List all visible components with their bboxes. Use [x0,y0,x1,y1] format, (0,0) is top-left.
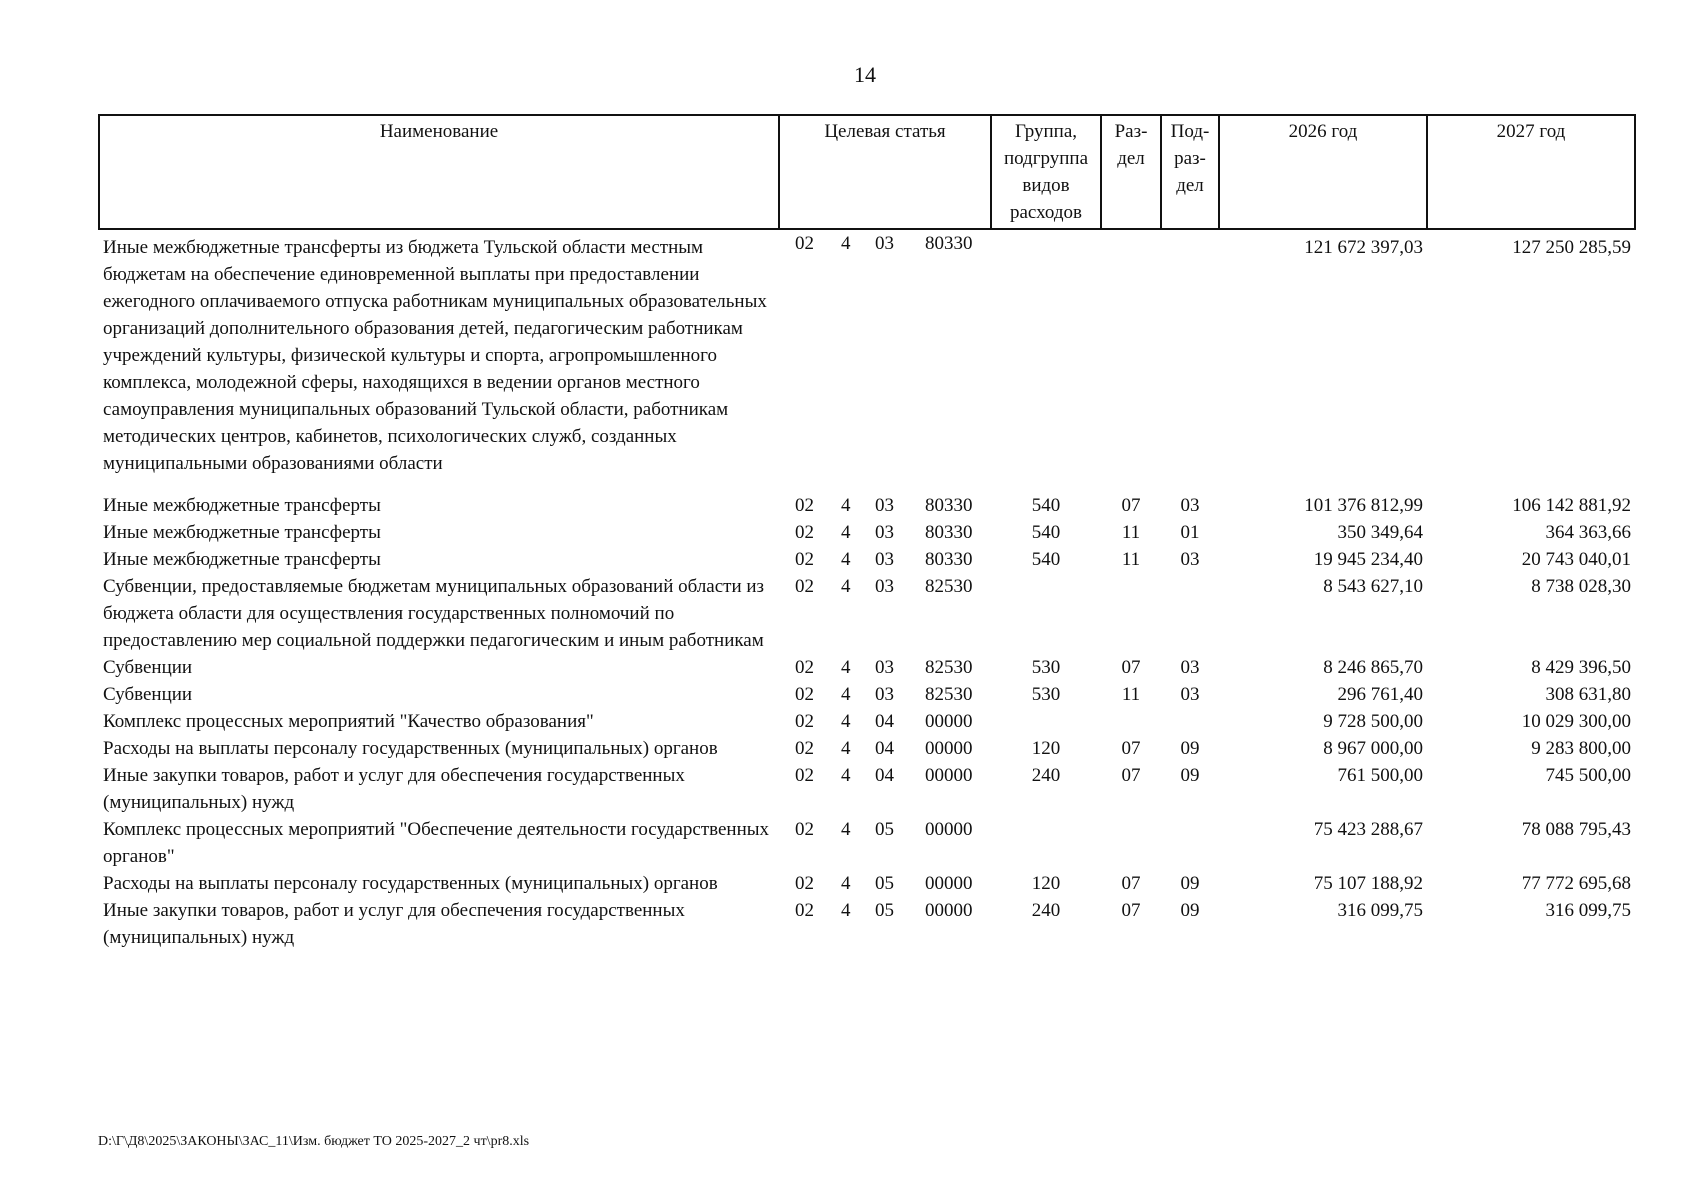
row-amount-2026: 19 945 234,40 [1313,549,1423,570]
target-program-code: 02 [795,873,814,894]
target-complex-code: 05 [875,819,894,840]
row-name: Иные межбюджетные трансферты [103,549,381,570]
target-direction-code: 00000 [925,900,973,921]
row-amount-2027: 8 738 028,30 [1531,576,1631,597]
row-target-article [779,897,991,951]
table-row [99,546,1635,573]
row-expense-group [991,229,1101,492]
target-direction-code: 80330 [925,233,973,254]
target-program-code: 02 [795,549,814,570]
target-direction-code: 80330 [925,495,973,516]
row-amount-2026: 8 967 000,00 [1323,738,1423,759]
row-target-article [779,654,991,681]
row-expense-group: 540 [1031,495,1061,516]
row-subsection [1161,816,1219,870]
header-target-article: Целевая статья [779,115,991,229]
row-subsection: 03 [1180,495,1200,516]
row-expense-group: 530 [1031,657,1061,678]
row-amount-2026: 101 376 812,99 [1304,495,1423,516]
table-row [99,897,1635,951]
row-amount-2026: 75 107 188,92 [1313,873,1423,894]
target-type-code: 4 [841,495,851,516]
row-expense-group: 530 [1031,684,1061,705]
row-target-article [779,708,991,735]
table-row [99,654,1635,681]
row-subsection: 03 [1180,549,1200,570]
target-type-code: 4 [841,549,851,570]
row-name: Иные закупки товаров, работ и услуг для обеспечения государственных (муниципальных) нужд [103,900,685,948]
header-name: Наименование [99,115,779,229]
row-expense-group: 540 [1031,522,1061,543]
target-direction-code: 00000 [925,765,973,786]
target-program-code: 02 [795,495,814,516]
table-row [99,708,1635,735]
row-target-article [779,229,991,492]
row-name: Субвенции [103,657,193,678]
row-amount-2026: 296 761,40 [1337,684,1423,705]
row-expense-group [991,816,1101,870]
target-type-code: 4 [841,657,851,678]
row-expense-group [991,573,1101,654]
row-subsection: 03 [1180,657,1200,678]
row-amount-2027: 20 743 040,01 [1521,549,1631,570]
target-direction-code: 00000 [925,711,973,732]
target-complex-code: 05 [875,873,894,894]
target-program-code: 02 [795,900,814,921]
target-direction-code: 82530 [925,684,973,705]
row-subsection: 01 [1180,522,1200,543]
row-subsection [1161,573,1219,654]
target-complex-code: 03 [875,233,894,254]
target-type-code: 4 [841,765,851,786]
table-row [99,816,1635,870]
table-row [99,229,1635,492]
row-target-article [779,519,991,546]
row-name: Субвенции, предоставляемые бюджетам муниципальных образований области из бюджета области для осуществления государственных полномочий по предоставлению мер социальной поддержки педагогическим и иным работникам [103,576,765,651]
row-subsection: 03 [1180,684,1200,705]
page-number: 14 [854,62,876,87]
target-complex-code: 03 [875,657,894,678]
table-row [99,681,1635,708]
target-program-code: 02 [795,738,814,759]
target-direction-code: 82530 [925,657,973,678]
row-amount-2027: 77 772 695,68 [1521,873,1631,894]
row-amount-2026: 121 672 397,03 [1304,237,1423,258]
row-section: 11 [1121,549,1141,570]
row-amount-2026: 316 099,75 [1337,900,1423,921]
target-complex-code: 05 [875,900,894,921]
row-target-article [779,546,991,573]
row-amount-2027: 364 363,66 [1545,522,1631,543]
table-body [99,229,1635,951]
target-direction-code: 80330 [925,549,973,570]
row-name: Субвенции [103,684,193,705]
row-target-article [779,681,991,708]
target-complex-code: 04 [875,765,894,786]
target-program-code: 02 [795,819,814,840]
table-row [99,519,1635,546]
row-expense-group: 120 [1031,738,1061,759]
target-complex-code: 04 [875,738,894,759]
row-amount-2026: 8 246 865,70 [1323,657,1423,678]
row-subsection: 09 [1180,900,1200,921]
row-name: Расходы на выплаты персоналу государственных (муниципальных) органов [103,873,718,894]
row-amount-2026: 75 423 288,67 [1313,819,1423,840]
row-amount-2027: 308 631,80 [1545,684,1631,705]
row-section: 07 [1121,495,1141,516]
row-target-article [779,870,991,897]
row-name: Иные межбюджетные трансферты [103,522,381,543]
target-direction-code: 00000 [925,738,973,759]
target-type-code: 4 [841,576,851,597]
row-section: 07 [1121,738,1141,759]
row-amount-2027: 106 142 881,92 [1512,495,1631,516]
target-direction-code: 00000 [925,819,973,840]
row-expense-group: 540 [1031,549,1061,570]
target-type-code: 4 [841,522,851,543]
target-type-code: 4 [841,684,851,705]
row-expense-group [991,708,1101,735]
header-year-2027: 2027 год [1427,115,1635,229]
header-year-2026: 2026 год [1219,115,1427,229]
row-expense-group: 240 [1031,765,1061,786]
row-section [1101,708,1161,735]
target-complex-code: 04 [875,711,894,732]
row-expense-group: 120 [1031,873,1061,894]
table-row [99,573,1635,654]
row-amount-2027: 127 250 285,59 [1512,237,1631,258]
header-expense-group: Группа, подгруппа видов расходов [991,115,1101,229]
target-direction-code: 80330 [925,522,973,543]
row-name: Иные межбюджетные трансферты из бюджета Тульской области местным бюджетам на обеспечение единовременной выплаты при предоставлении ежегодного оплачиваемого отпуска работникам муниципальных образовательных организаций дополнительного образования детей, педагогическим работникам учреждений культуры, физической культуры и спорта, агропромышленного комплекса, молодежной сферы, находящихся в ведении органов местного самоуправления муниципальных образований Тульской области, работникам методических центров, кабинетов, психологических служб, созданных муниципальными образованиями области [103,237,767,474]
row-target-article [779,573,991,654]
target-program-code: 02 [795,684,814,705]
target-type-code: 4 [841,900,851,921]
target-complex-code: 03 [875,576,894,597]
row-amount-2026: 761 500,00 [1337,765,1423,786]
target-type-code: 4 [841,738,851,759]
budget-table [98,114,1636,951]
target-program-code: 02 [795,576,814,597]
target-program-code: 02 [795,711,814,732]
row-amount-2026: 350 349,64 [1337,522,1423,543]
row-amount-2027: 745 500,00 [1545,765,1631,786]
target-complex-code: 03 [875,495,894,516]
row-target-article [779,735,991,762]
row-subsection: 09 [1180,873,1200,894]
header-subsection: Под- раз- дел [1161,115,1219,229]
row-expense-group: 240 [1031,900,1061,921]
row-amount-2027: 9 283 800,00 [1531,738,1631,759]
target-program-code: 02 [795,233,814,254]
row-section: 07 [1121,657,1141,678]
table-header-row [99,115,1635,229]
row-amount-2027: 8 429 396,50 [1531,657,1631,678]
row-amount-2027: 10 029 300,00 [1521,711,1631,732]
target-complex-code: 03 [875,684,894,705]
target-direction-code: 00000 [925,873,973,894]
target-direction-code: 82530 [925,576,973,597]
target-type-code: 4 [841,233,851,254]
target-program-code: 02 [795,657,814,678]
row-section: 11 [1121,522,1141,543]
target-type-code: 4 [841,711,851,732]
target-complex-code: 03 [875,549,894,570]
table-row [99,492,1635,519]
target-program-code: 02 [795,765,814,786]
table-row [99,762,1635,816]
row-section: 11 [1121,684,1141,705]
row-amount-2026: 9 728 500,00 [1323,711,1423,732]
row-subsection: 09 [1180,738,1200,759]
header-section: Раз- дел [1101,115,1161,229]
row-target-article [779,762,991,816]
table-row [99,870,1635,897]
row-amount-2027: 78 088 795,43 [1521,819,1631,840]
row-section: 07 [1121,900,1141,921]
row-section: 07 [1121,873,1141,894]
row-amount-2026: 8 543 627,10 [1323,576,1423,597]
row-subsection [1161,708,1219,735]
footer-file-path: D:\Г\Д8\2025\ЗАКОНЫ\ЗАС_11\Изм. бюджет ТО 2025-2027_2 чт\pr8.xls [98,1134,530,1149]
target-program-code: 02 [795,522,814,543]
row-section [1101,816,1161,870]
row-name: Расходы на выплаты персоналу государственных (муниципальных) органов [103,738,718,759]
row-target-article [779,816,991,870]
row-section [1101,573,1161,654]
row-subsection: 09 [1180,765,1200,786]
row-name: Комплекс процессных мероприятий "Обеспечение деятельности государственных органов" [103,819,770,867]
row-name: Комплекс процессных мероприятий "Качество образования" [103,711,594,732]
row-amount-2027: 316 099,75 [1545,900,1631,921]
table-row [99,735,1635,762]
target-complex-code: 03 [875,522,894,543]
row-section: 07 [1121,765,1141,786]
row-section [1101,229,1161,492]
row-subsection [1161,229,1219,492]
row-name: Иные закупки товаров, работ и услуг для обеспечения государственных (муниципальных) нужд [103,765,685,813]
target-type-code: 4 [841,873,851,894]
target-type-code: 4 [841,819,851,840]
row-target-article [779,492,991,519]
row-name: Иные межбюджетные трансферты [103,495,381,516]
